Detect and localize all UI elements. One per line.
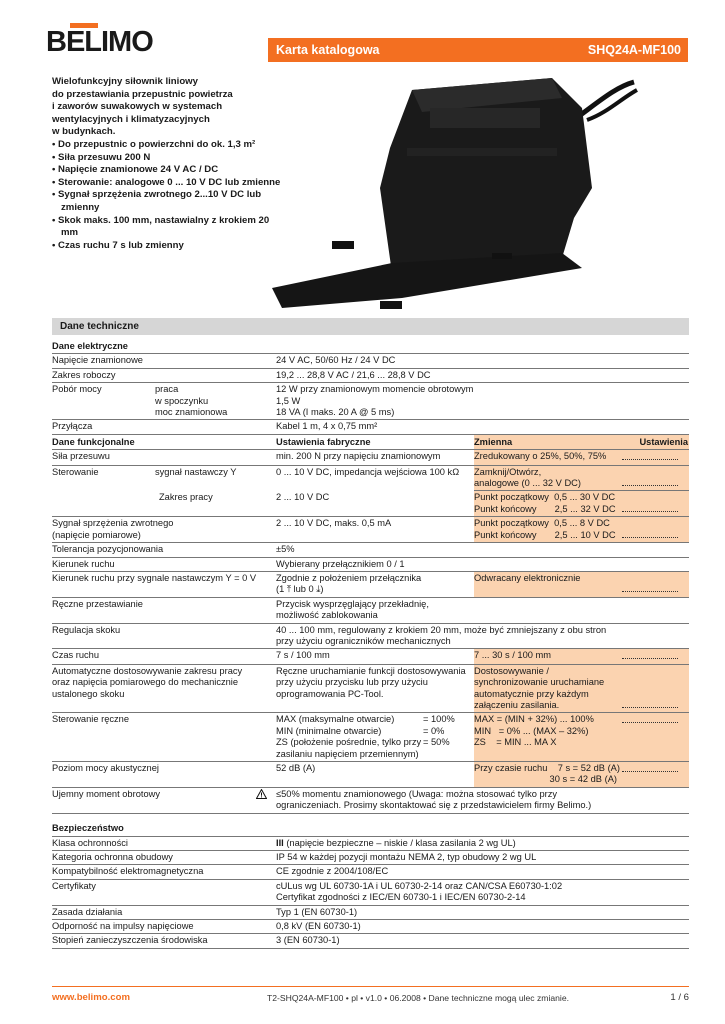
table-row: Czas ruchu 7 s / 100 mm 7 ... 30 s / 100 mm (52, 649, 689, 664)
table-row: Regulacja skoku 40 ... 100 mm, regulowany z krokiem 20 mm, może być zmniejszany z obu stron przy użyciu ograniczników mechanicznych (52, 623, 689, 649)
bullet: • Do przepustnic o powierzchni do ok. 1,3 m² (52, 138, 256, 150)
fill-field (622, 650, 678, 659)
header-bar (268, 38, 688, 62)
fill-field (622, 699, 678, 708)
bullet: • Siła przesuwu 200 N (52, 151, 151, 163)
table-row: Napięcie znamionowe 24 V AC, 50/60 Hz / 24 V DC (52, 354, 689, 368)
table-row: Klasa ochronności III (napięcie bezpieczne – niskie / klasa zasilania 2 wg UL) (52, 836, 689, 850)
table-row: Sygnał sprzężenia zwrotnego (napięcie pomiarowe) 2 ... 10 V DC, maks. 0,5 mA Punkt początkowy 0,5 ... 8 V DC Punkt końcowy 2,5 ... 10 V DC (52, 517, 689, 543)
intro-line: wentylacyjnych i klimatyzacyjnych (52, 113, 210, 125)
table-row: Pobór mocy praca w spoczynku moc znamionowa 12 W przy znamionowym momencie obrotowym 1,5 W 18 VA (I maks. 20 A @ 5 ms) (52, 383, 689, 420)
table-row: Zakres roboczy 19,2 ... 28,8 V AC / 21,6 ... 28,8 V DC (52, 368, 689, 382)
fill-field (622, 714, 678, 723)
fill-field (622, 583, 678, 592)
intro-text (52, 76, 282, 252)
table-row: Tolerancja pozycjonowania ±5% (52, 543, 689, 557)
fill-field (622, 529, 678, 538)
warning-icon (256, 789, 267, 799)
table-row: Sterowanie ręczne MAX (maksymalne otwarcie) = 100% MIN (minimalne otwarcie) = 0% ZS (położenie pośrednie, tylko przy = 50% zasilaniu napięciem przemiennym) MAX = (MIN + 32%) ... 100% MIN = 0% ... (MAX – 32%) ZS = MIN ... MA X (52, 713, 689, 762)
bullet: • Czas ruchu 7 s lub zmienny (52, 239, 184, 251)
fill-field (622, 451, 678, 460)
section-safety: Bezpieczeństwo (52, 821, 689, 836)
bullet: • Napięcie znamionowe 24 V AC / DC (52, 164, 219, 176)
table-row: Siła przesuwu min. 200 N przy napięciu znamionowym Zredukowany o 25%, 50%, 75% (52, 450, 689, 465)
bullet: • Sterowanie: analogowe 0 ... 10 V DC lub zmienne (52, 176, 281, 188)
table-row: Automatyczne dostosowywanie zakresu pracy oraz napięcia pomiarowego do mechanicznie ustalonego skoku Ręczne uruchamianie funkcji dostosowywania przy użyciu przycisku lub przy użyciu oprogramowania PC-Tool. Dostosowywanie / synchronizowanie uruchamiane automatycznie przy każdym załączeniu zasilania. (52, 664, 689, 713)
bullet: • Skok maks. 100 mm, nastawialny z krokiem 20 mm (52, 214, 270, 239)
table-row: Zakres pracy 2 ... 10 V DC Punkt początkowy 0,5 ... 30 V DC Punkt końcowy 2,5 ... 32 V DC (52, 491, 689, 517)
table-row: Certyfikaty cULus wg UL 60730-1A i UL 60730-2-14 oraz CAN/CSA E60730-1:02 Certyfikat zgodności z IEC/EN 60730-1 i IEC/EN 60730-2-14 (52, 879, 689, 905)
footer-doc-info: T2-SHQ24A-MF100 • pl • v1.0 • 06.2008 • Dane techniczne mogą ulec zmianie. (267, 993, 569, 1003)
table-row: Kierunek ruchu przy sygnale nastawczym Y = 0 V Zgodnie z położeniem przełącznika (1 ⤒ lub 0 ⤓) Odwracany elektronicznie (52, 571, 689, 597)
intro-line: i zaworów suwakowych w systemach (52, 101, 223, 113)
footer-website-link[interactable]: www.belimo.com (52, 992, 131, 1003)
section-title: Dane techniczne (52, 318, 689, 335)
table-row: Kompatybilność elektromagnetyczna CE zgodnie z 2004/108/EC (52, 865, 689, 879)
table-row: Stopień zanieczyszczenia środowiska 3 (EN 60730-1) (52, 934, 689, 948)
intro-line: w budynkach. (52, 126, 116, 138)
table-row: Odporność na impulsy napięciowe 0,8 kV (EN 60730-1) (52, 919, 689, 933)
fill-field (622, 503, 678, 512)
intro-line: Wielofunkcyjny siłownik liniowy (52, 76, 198, 87)
footer-divider (52, 986, 689, 987)
section-electrical: Dane elektryczne (52, 339, 689, 354)
bullet: • Sygnał sprzężenia zwrotnego 2...10 V DC lub zmienny (52, 189, 262, 213)
header-right: SHQ24A-MF100 (587, 43, 681, 57)
footer-page-number: 1 / 6 (670, 992, 689, 1003)
functional-header: Dane funkcjonalne Ustawienia fabryczne Zmienna Ustawienia (52, 434, 689, 449)
table-row: Przyłącza Kabel 1 m, 4 x 0,75 mm² (52, 420, 689, 434)
fill-field (622, 763, 678, 772)
intro-line: do przestawiania przepustnic powietrza (52, 88, 233, 100)
table-row: Sterowanie sygnał nastawczy Y 0 ... 10 V DC, impedancja wejściowa 100 kΩ Zamknij/Otwórz, analogowe (0 ... 32 V DC) (52, 465, 689, 491)
table-row: Ujemny moment obrotowy ≤50% momentu znamionowego (Uwaga: można stosować tylko przy ograniczeniach. Prosimy skontaktować się z przedstawicielem firmy Belimo.) (52, 787, 689, 813)
spec-table (52, 339, 689, 949)
table-row: Zasada działania Typ 1 (EN 60730-1) (52, 905, 689, 919)
header-left: Karta katalogowa (276, 43, 380, 57)
fill-field (622, 477, 678, 486)
table-row: Ręczne przestawianie Przycisk wysprzęglający przekładnię, możliwość zablokowania (52, 597, 689, 623)
table-row: Poziom mocy akustycznej 52 dB (A) Przy czasie ruchu 7 s = 52 dB (A) 30 s = 42 dB (A) (52, 762, 689, 788)
actuator-product-image (262, 68, 642, 318)
table-row: Kierunek ruchu Wybierany przełącznikiem 0 / 1 (52, 557, 689, 571)
table-row: Kategoria ochronna obudowy IP 54 w każdej pozycji montażu NEMA 2, typ obudowy 2 wg UL (52, 850, 689, 864)
belimo-logo: BELIMO (46, 26, 153, 58)
